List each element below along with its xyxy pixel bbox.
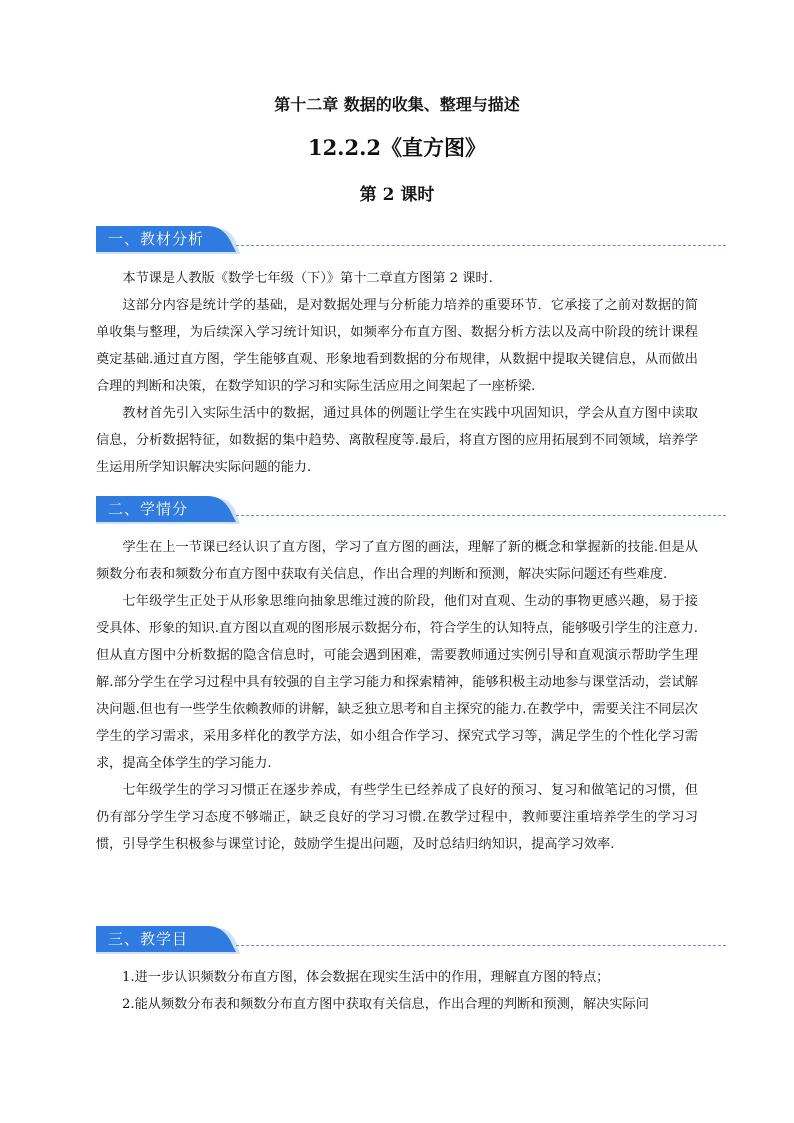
- objective-item: 2.能从频数分布表和频数分布直方图中获取有关信息，作出合理的判断和预测，解决实际问: [122, 997, 649, 1012]
- section-tab: [96, 494, 246, 524]
- section-label: 二、学情分: [108, 500, 189, 518]
- section-body-2: [96, 534, 698, 858]
- section-tab: [96, 224, 246, 254]
- section-label: 一、教材分析: [108, 230, 205, 248]
- section-divider: [236, 245, 726, 246]
- period-title: 第 2 课时: [359, 185, 435, 205]
- section-body-3: [96, 964, 698, 1018]
- section-divider: [236, 945, 726, 946]
- paragraph: 教材首先引入实际生活中的数据，通过具体的例题让学生在实践中巩固知识，学会从直方图中读取信息，分析数据特征，如数据的集中趋势、离散程度等.最后，将直方图的应用拓展到不同领域，培养学生运用所学知识解决实际问题的能力.: [96, 406, 698, 475]
- section-tab: [96, 924, 246, 954]
- paragraph: 本节课是人教版《数学七年级（下）》第十二章直方图第 2 课时.: [122, 271, 493, 286]
- section-header-1: [96, 224, 726, 258]
- paragraph: 这部分内容是统计学的基础，是对数据处理与分析能力培养的重要环节．它承接了之前对数据的简单收集与整理，为后续深入学习统计知识，如频率分布直方图、数据分析方法以及高中阶段的统计课程奠定基础.通过直方图，学生能够直观、形象地看到数据的分布规律，从数据中提取关键信息，从而做出合理的判断和决策，在数学知识的学习和实际生活应用之间架起了一座桥梁.: [96, 298, 698, 394]
- section-label: 三、教学目: [108, 930, 189, 948]
- section-header-3: [96, 924, 726, 958]
- paragraph: 七年级学生正处于从形象思维向抽象思维过渡的阶段，他们对直观、生动的事物更感兴趣，易于接受具体、形象的知识.直方图以直观的图形展示数据分布，符合学生的认知特点，能够吸引学生的注意力.但从直方图中分析数据的隐含信息时，可能会遇到困难，需要教师通过实例引导和直观演示帮助学生理解.部分学生在学习过程中具有较强的自主学习能力和探索精神，能够积极主动地参与课堂活动，尝试解决问题.但也有一些学生依赖教师的讲解，缺乏独立思考和自主探究的能力.在教学中，需要关注不同层次学生的学习需求，采用多样化的教学方法，如小组合作学习、探究式学习等，满足学生的个性化学习需求，提高全体学生的学习能力.: [96, 594, 698, 771]
- section-header-2: [96, 494, 726, 528]
- lesson-title: 12.2.2《直方图》: [307, 135, 487, 160]
- paragraph: 学生在上一节课已经认识了直方图，学习了直方图的画法，理解了新的概念和掌握新的技能.但是从频数分布表和频数分布直方图中获取有关信息，作出合理的判断和预测，解决实际问题还有些难度.: [96, 540, 698, 582]
- objective-item: 1.进一步认识频数分布直方图，体会数据在现实生活中的作用，理解直方图的特点；: [122, 970, 610, 985]
- chapter-title: 第十二章 数据的收集、整理与描述: [274, 95, 520, 114]
- section-body-1: [96, 265, 698, 481]
- section-divider: [236, 515, 726, 516]
- paragraph: 七年级学生的学习习惯正在逐步养成，有些学生已经养成了良好的预习、复习和做笔记的习惯，但仍有部分学生学习态度不够端正，缺乏良好的学习习惯.在教学过程中，教师要注重培养学生的学习习惯，引导学生积极参与课堂讨论，鼓励学生提出问题，及时总结归纳知识，提高学习效率.: [96, 783, 698, 852]
